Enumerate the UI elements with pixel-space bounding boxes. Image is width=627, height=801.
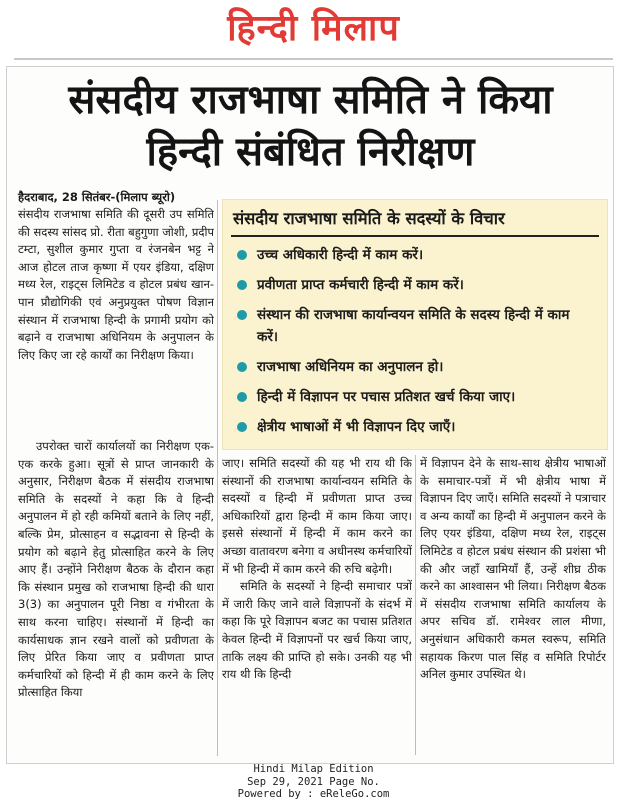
highlight-item: राजभाषा अधिनियम का अनुपालन हो। [237, 356, 595, 378]
box-divider [231, 235, 599, 237]
column-3-paragraph: में विज्ञापन देने के साथ-साथ क्षेत्रीय भाषाओं के समाचार-पत्रों में भी क्षेत्रीय भाषा में विज्ञापन दिए जाएँ। समिति सदस्यों ने पत्राचार व अन्य कार्यों का हिन्दी में अनुपालन करने के लिए एयर इंडिया, दक्षिण मध्य रेल, राइट्स लिमिटेड व होटल प्रबंध संस्थान की प्रशंसा भी की और जहाँ खामियाँ हैं, उन्हें शीघ्र ठीक करने का आश्वासन भी लिया। निरीक्षण बैठक में संसदीय राजभाषा समिति कार्यालय के अपर सचिव डॉ. रामेश्वर लाल मीणा, अनुसंधान अधिकारी कमल स्वरूप, समिति सहायक किरण पाल सिंह व समिति रिपोर्टर अनिल कुमार उपस्थित थे। [420, 456, 606, 682]
bullet-icon [237, 362, 247, 372]
article-paragraph-2 [18, 438, 214, 756]
highlights-list [237, 244, 595, 446]
bullet-icon [237, 422, 247, 432]
footer-edition: Hindi Milap Edition [253, 763, 374, 775]
highlight-item: प्रवीणता प्राप्त कर्मचारी हिन्दी में काम करें। [237, 274, 595, 296]
highlight-item: क्षेत्रीय भाषाओं में भी विज्ञापन दिए जाएँ। [237, 416, 595, 438]
article-column-2 [222, 455, 412, 755]
highlight-item: हिन्दी में विज्ञापन पर पचास प्रतिशत खर्च किया जाए। [237, 386, 595, 408]
headline-line-1: संसदीय राजभाषा समिति ने किया [68, 77, 553, 123]
column-2-paragraph-1: जाए। समिति सदस्यों की यह भी राय थी कि संस्थानों की राजभाषा कार्यान्वयन समिति के सदस्यों व हिन्दी में प्रवीणता प्राप्त उच्च अधिकारियों द्वारा हिन्दी में काम किया जाए। इससे संस्थानों में हिन्दी में काम करने का अच्छा वातावरण बनेगा व अधीनस्थ कर्मचारियों में भी हिन्दी में काम करने की रुचि बढ़ेगी। [222, 456, 412, 576]
headline-line-2: हिन्दी संबंधित निरीक्षण [146, 129, 475, 175]
article-paragraph-1-text: संसदीय राजभाषा समिति की दूसरी उप समिति की सदस्य सांसद प्रो. रीता बहुगुणा जोशी, प्रदीप टम्टा, सुशील कुमार गुप्ता व रंजनबेन भट्ट ने आज होटल ताज कृष्णा में एयर इंडिया, दक्षिण मध्य रेल, राइट्स लिमिटेड व होटल प्रबंध खान-पान प्रौद्योगिकी एवं अनुप्रयुक्त पोषण विज्ञान संस्थान में राजभाषा हिन्दी के प्रगामी प्रयोग को बढ़ाने व राजभाषा अधिनियम के अनुपालन के लिए किए जा रहे कार्यों का निरीक्षण किया। [18, 207, 214, 362]
masthead-divider [14, 58, 613, 60]
highlights-box [222, 199, 608, 450]
column-2-paragraph-2: समिति के सदस्यों ने हिन्दी समाचार पत्रों में जारी किए जाने वाले विज्ञापनों के संदर्भ में कहा कि पूरे विज्ञापन बजट का पचास प्रतिशत केवल हिन्दी में विज्ञापनों पर खर्च किया जाए, ताकि लक्ष्य की प्राप्ति हो सके। उनकी यह भी राय थी कि हिन्दी [222, 579, 412, 682]
article-column-3 [420, 455, 606, 755]
dateline: हैदराबाद, 28 सितंबर-(मिलाप ब्यूरो) [18, 190, 176, 204]
highlight-item: उच्च अधिकारी हिन्दी में काम करें। [237, 244, 595, 266]
bullet-icon [237, 250, 247, 260]
footer-credit: Powered by : eReleGo.com [237, 788, 390, 800]
article-paragraph-1 [18, 206, 214, 436]
article-paragraph-2-text: उपरोक्त चारों कार्यालयों का निरीक्षण एक-एक करके हुआ। सूत्रों से प्राप्त जानकारी के अनुसार, निरीक्षण बैठक में संसदीय राजभाषा समिति के सदस्यों ने कहा कि वे हिन्दी अनुपालन में हो रही कमियों बताने के लिए नहीं, बल्कि प्रेम, प्रोत्साहन व सद्भावना से हिन्दी के प्रयोग को बढ़ाने हेतु प्रोत्साहित करने के लिए आए हैं। उन्होंने निरीक्षण बैठक के दौरान कहा कि संस्थान प्रमुख को राजभाषा हिन्दी की धारा 3(3) का अनुपालन पूरी निष्ठा व गंभीरता के साथ करना चाहिए। संस्थानों में हिन्दी का कार्यसाधक ज्ञान रखने वालों को प्रवीणता के लिए प्रेरित किया जाए व प्रवीणता प्राप्त कर्मचारियों को हिन्दी में ही काम करने के लिए प्रोत्साहित किया [18, 439, 214, 700]
footer-date: Sep 29, 2021 Page No. [247, 775, 380, 788]
bullet-icon [237, 280, 247, 290]
edition-footer [0, 763, 627, 801]
column-divider [217, 200, 218, 756]
highlight-item: संस्थान की राजभाषा कार्यान्वयन समिति के सदस्य हिन्दी में काम करें। [237, 304, 595, 348]
box-title: संसदीय राजभाषा समिति के सदस्यों के विचार [233, 209, 505, 228]
masthead [0, 0, 627, 64]
headline [14, 74, 607, 178]
bullet-icon [237, 392, 247, 402]
bullet-icon [237, 310, 247, 320]
masthead-logo: हिन्दी मिलाप [227, 7, 400, 49]
column-divider [415, 455, 416, 755]
